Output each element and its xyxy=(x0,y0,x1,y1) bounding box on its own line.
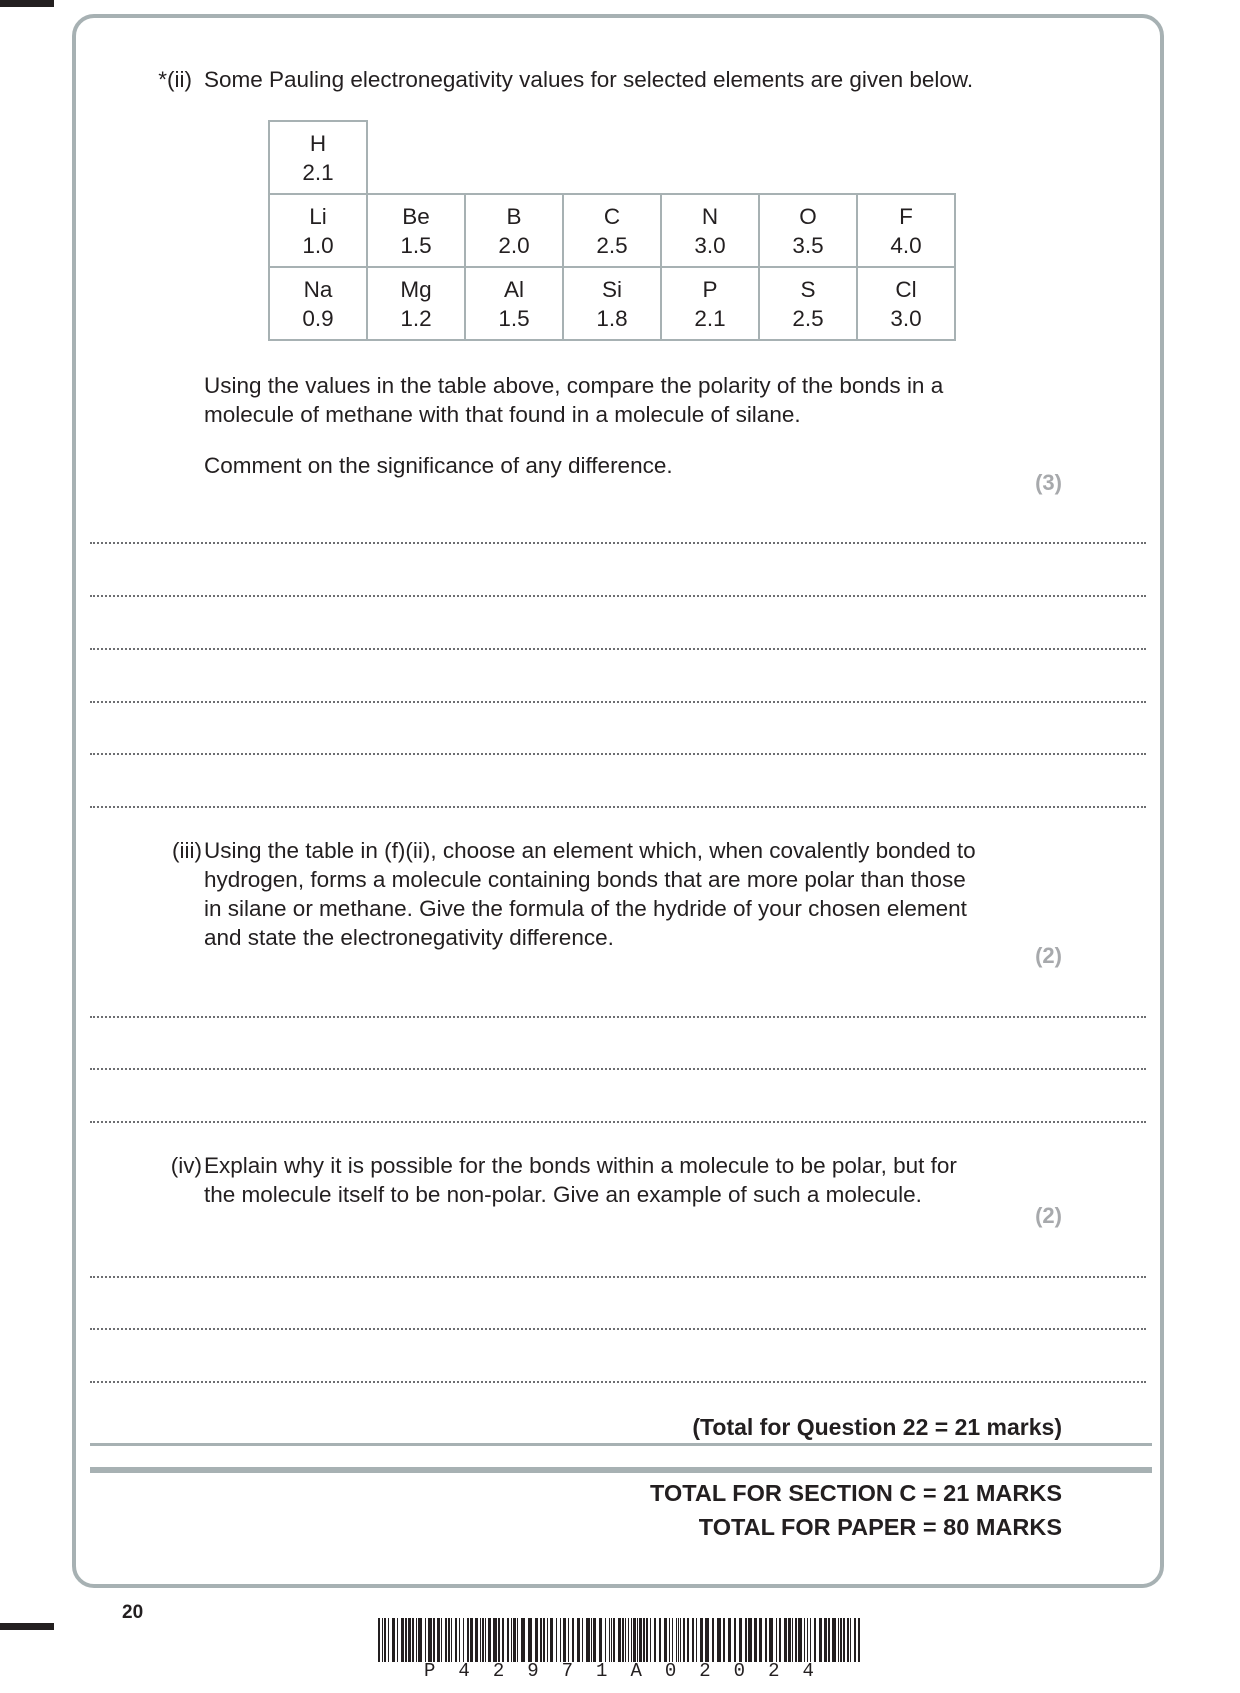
barcode-bar xyxy=(669,1618,670,1662)
element-symbol: Mg xyxy=(400,276,432,302)
answer-line[interactable] xyxy=(90,542,1146,544)
barcode-bar xyxy=(832,1618,836,1662)
barcode-bar xyxy=(397,1618,398,1662)
barcode-bar xyxy=(388,1618,389,1662)
barcode-bar xyxy=(605,1618,606,1662)
element-symbol: Al xyxy=(503,276,524,302)
table-cell xyxy=(759,194,857,267)
barcode-bar xyxy=(838,1618,839,1662)
barcode-bar xyxy=(646,1618,648,1662)
barcode-bar xyxy=(384,1618,386,1662)
question-label-ii: *(ii) xyxy=(158,67,192,92)
barcode-bar xyxy=(854,1618,856,1662)
empty-cell xyxy=(661,121,759,194)
element-symbol: C xyxy=(603,203,621,229)
barcode-bar xyxy=(535,1618,538,1662)
barcode-bar xyxy=(680,1618,681,1662)
electronegativity-value: 0.9 xyxy=(302,305,334,331)
barcode-bar xyxy=(568,1618,569,1662)
barcode-bar xyxy=(824,1618,827,1662)
barcode-bar xyxy=(705,1618,709,1662)
answer-line[interactable] xyxy=(90,1276,1146,1278)
barcode-bar xyxy=(392,1618,395,1662)
barcode-bar xyxy=(696,1618,697,1662)
registration-mark-top xyxy=(0,0,54,7)
barcode-bar xyxy=(517,1618,518,1662)
barcode-bar xyxy=(455,1618,457,1662)
element-symbol: Na xyxy=(303,276,333,302)
barcode-char: P xyxy=(424,1660,436,1682)
divider xyxy=(90,1443,1152,1446)
barcode-char: 1 xyxy=(596,1660,608,1682)
table-cell xyxy=(857,194,955,267)
barcode-bar xyxy=(633,1618,636,1662)
barcode-bar xyxy=(493,1618,497,1662)
barcode-bar xyxy=(631,1618,632,1662)
barcode-bar xyxy=(687,1618,689,1662)
barcode-bar xyxy=(769,1618,773,1662)
element-symbol: B xyxy=(506,203,522,229)
element-symbol: N xyxy=(701,203,719,229)
empty-cell xyxy=(563,121,661,194)
barcode-bar xyxy=(804,1618,805,1662)
electronegativity-value: 3.0 xyxy=(890,305,922,331)
element-symbol: Cl xyxy=(895,276,917,302)
element-symbol: S xyxy=(800,276,816,302)
barcode-bar xyxy=(650,1618,651,1662)
electronegativity-value: 1.8 xyxy=(596,305,628,331)
barcode-bar xyxy=(659,1618,661,1662)
barcode-bar xyxy=(618,1618,621,1662)
element-symbol: F xyxy=(899,203,913,229)
barcode-bar xyxy=(795,1618,797,1662)
barcode-bar xyxy=(810,1618,811,1662)
question-ii-prompt-line: Comment on the significance of any difference. xyxy=(204,453,673,478)
table-cell xyxy=(269,194,367,267)
barcode-bar xyxy=(586,1618,590,1662)
barcode-bar xyxy=(591,1618,592,1662)
electronegativity-value: 2.1 xyxy=(302,159,334,185)
barcode-bar xyxy=(700,1618,703,1662)
barcode-bar xyxy=(678,1618,679,1662)
barcode-bar xyxy=(451,1618,452,1662)
barcode-bar xyxy=(754,1618,757,1662)
barcode-char: 2 xyxy=(699,1660,711,1682)
table-cell xyxy=(269,121,367,194)
barcode-bar xyxy=(563,1618,566,1662)
barcode-bar xyxy=(613,1618,615,1662)
question-total: (Total for Question 22 = 21 marks) xyxy=(692,1414,1062,1440)
empty-cell xyxy=(759,121,857,194)
barcode-bar xyxy=(556,1618,557,1662)
barcode-bar xyxy=(843,1618,845,1662)
answer-line[interactable] xyxy=(90,701,1146,703)
barcode-bar xyxy=(788,1618,791,1662)
empty-cell xyxy=(367,121,465,194)
barcode-bar xyxy=(798,1618,802,1662)
barcode-text xyxy=(378,1660,860,1682)
barcode-bar xyxy=(582,1618,583,1662)
barcode-bar xyxy=(748,1618,752,1662)
barcode-char: 0 xyxy=(664,1660,677,1682)
registration-mark-bottom xyxy=(0,1623,54,1630)
question-ii-prompt-line: molecule of methane with that found in a molecule of silane. xyxy=(204,402,801,427)
electronegativity-value: 1.2 xyxy=(400,305,432,331)
barcode-bar xyxy=(511,1618,512,1662)
barcode-bar xyxy=(792,1618,793,1662)
barcode-bar xyxy=(513,1618,516,1662)
barcode-bar xyxy=(528,1618,532,1662)
barcode-bar xyxy=(625,1618,626,1662)
question-iii-line: and state the electronegativity difference. xyxy=(204,925,614,950)
barcode-bar xyxy=(382,1618,383,1662)
empty-cell xyxy=(465,121,563,194)
table-cell xyxy=(563,267,661,340)
table-cell xyxy=(563,194,661,267)
barcode-bar xyxy=(717,1618,721,1662)
barcode-bar xyxy=(664,1618,667,1662)
paper-total: TOTAL FOR PAPER = 80 MARKS xyxy=(698,1514,1062,1540)
question-iv-line: Explain why it is possible for the bonds within a molecule to be polar, but for xyxy=(204,1153,957,1178)
barcode-bar xyxy=(672,1618,673,1662)
barcode-bar xyxy=(401,1618,404,1662)
barcode-bar xyxy=(428,1618,432,1662)
electronegativity-value: 2.5 xyxy=(596,232,628,258)
divider-thick xyxy=(90,1467,1152,1473)
answer-line[interactable] xyxy=(90,1381,1146,1383)
marks-indicator: (2) xyxy=(1035,1203,1062,1228)
barcode-bar xyxy=(408,1618,411,1662)
barcode-bar xyxy=(433,1618,435,1662)
barcode-bar xyxy=(437,1618,440,1662)
barcode-char: 7 xyxy=(561,1660,574,1682)
barcode-bar xyxy=(723,1618,725,1662)
barcode-bar xyxy=(858,1618,860,1662)
answer-line[interactable] xyxy=(90,1016,1146,1018)
barcode-bar xyxy=(847,1618,849,1662)
barcode-bar xyxy=(412,1618,414,1662)
table-cell xyxy=(367,194,465,267)
barcode-bar xyxy=(712,1618,714,1662)
barcode-char: A xyxy=(630,1660,642,1682)
barcode-char: 4 xyxy=(802,1660,814,1682)
barcode-bar xyxy=(840,1618,842,1662)
barcode-bar xyxy=(728,1618,731,1662)
barcode-char: 2 xyxy=(768,1660,780,1682)
barcode-bar xyxy=(470,1618,473,1662)
barcode-bar xyxy=(734,1618,736,1662)
barcode-bar xyxy=(543,1618,545,1662)
question-label-iv: (iv) xyxy=(170,1153,202,1178)
barcode-bar xyxy=(445,1618,447,1662)
question-label-iii: (iii) xyxy=(172,838,202,863)
barcode-bar xyxy=(593,1618,596,1662)
electronegativity-value: 1.5 xyxy=(498,305,530,331)
barcode-bar xyxy=(819,1618,822,1662)
table-row xyxy=(269,121,955,194)
barcode-bar xyxy=(622,1618,624,1662)
barcode-bar xyxy=(475,1618,478,1662)
barcode-bar xyxy=(459,1618,460,1662)
barcode-bar xyxy=(482,1618,484,1662)
barcode-bar xyxy=(676,1618,677,1662)
marks-indicator: (3) xyxy=(1035,470,1062,495)
table-cell xyxy=(857,267,955,340)
element-symbol: Be xyxy=(402,203,430,229)
barcode-bar xyxy=(683,1618,685,1662)
question-iii-line: in silane or methane. Give the formula of the hydride of your chosen element xyxy=(204,896,967,921)
element-symbol: P xyxy=(702,276,718,302)
electronegativity-value: 3.0 xyxy=(694,232,726,258)
barcode xyxy=(378,1618,860,1662)
electronegativity-value: 1.0 xyxy=(302,232,334,258)
table-cell xyxy=(367,267,465,340)
barcode-bar xyxy=(480,1618,481,1662)
barcode-bar xyxy=(609,1618,610,1662)
answer-line[interactable] xyxy=(90,1328,1146,1330)
barcode-bar xyxy=(765,1618,767,1662)
barcode-bar xyxy=(850,1618,851,1662)
barcode-bar xyxy=(418,1618,422,1662)
barcode-bar xyxy=(521,1618,525,1662)
barcode-bar xyxy=(572,1618,574,1662)
element-symbol: H xyxy=(309,130,327,156)
table-cell xyxy=(269,267,367,340)
section-total: TOTAL FOR SECTION C = 21 MARKS xyxy=(650,1480,1062,1506)
electronegativity-value: 4.0 xyxy=(890,232,922,258)
electronegativity-value: 2.0 xyxy=(498,232,530,258)
barcode-bar xyxy=(560,1618,561,1662)
barcode-bar xyxy=(577,1618,580,1662)
electronegativity-value: 2.1 xyxy=(694,305,726,331)
answer-line[interactable] xyxy=(90,1121,1146,1123)
barcode-bar xyxy=(502,1618,504,1662)
answer-line[interactable] xyxy=(90,1068,1146,1070)
table-cell xyxy=(661,194,759,267)
barcode-bar xyxy=(759,1618,762,1662)
table-row xyxy=(269,267,955,340)
barcode-bar xyxy=(776,1618,777,1662)
question-ii-intro: Some Pauling electronegativity values for selected elements are given below. xyxy=(204,67,974,92)
barcode-bar xyxy=(488,1618,491,1662)
barcode-bar xyxy=(463,1618,464,1662)
barcode-bar xyxy=(599,1618,602,1662)
answer-line[interactable] xyxy=(90,806,1146,808)
barcode-bar xyxy=(441,1618,442,1662)
electronegativity-table xyxy=(268,120,956,341)
electronegativity-value: 1.5 xyxy=(400,232,432,258)
answer-line[interactable] xyxy=(90,648,1146,650)
barcode-char: 2 xyxy=(492,1660,505,1682)
barcode-bar xyxy=(550,1618,553,1662)
barcode-bar xyxy=(448,1618,450,1662)
barcode-bar xyxy=(692,1618,694,1662)
barcode-bar xyxy=(807,1618,808,1662)
barcode-bar xyxy=(654,1618,656,1662)
answer-line[interactable] xyxy=(90,753,1146,755)
table-cell xyxy=(759,267,857,340)
barcode-bar xyxy=(540,1618,542,1662)
barcode-bar xyxy=(611,1618,612,1662)
question-iv-line: the molecule itself to be non-polar. Give an example of such a molecule. xyxy=(204,1182,922,1207)
table-cell xyxy=(465,267,563,340)
barcode-bar xyxy=(416,1618,417,1662)
barcode-bar xyxy=(828,1618,830,1662)
barcode-bar xyxy=(639,1618,642,1662)
barcode-bar xyxy=(507,1618,509,1662)
page-number: 20 xyxy=(122,1602,144,1623)
answer-line[interactable] xyxy=(90,595,1146,597)
question-iii-line: Using the table in (f)(ii), choose an element which, when covalently bonded to xyxy=(204,838,976,863)
element-symbol: O xyxy=(799,203,817,229)
empty-cell xyxy=(857,121,955,194)
barcode-bar xyxy=(498,1618,500,1662)
question-ii-prompt-line: Using the values in the table above, compare the polarity of the bonds in a xyxy=(204,373,944,398)
barcode-char: 9 xyxy=(527,1660,539,1682)
barcode-bar xyxy=(739,1618,742,1662)
barcode-bar xyxy=(745,1618,747,1662)
question-iii-line: hydrogen, forms a molecule containing bonds that are more polar than those xyxy=(204,867,966,892)
barcode-bar xyxy=(637,1618,638,1662)
barcode-char: 0 xyxy=(733,1660,746,1682)
barcode-bar xyxy=(547,1618,548,1662)
barcode-bar xyxy=(643,1618,645,1662)
table-cell xyxy=(465,194,563,267)
barcode-bar xyxy=(485,1618,486,1662)
table-cell xyxy=(661,267,759,340)
barcode-bar xyxy=(378,1618,380,1662)
barcode-char: 4 xyxy=(458,1660,470,1682)
barcode-bar xyxy=(784,1618,787,1662)
table-row xyxy=(269,194,955,267)
element-symbol: Li xyxy=(309,203,327,229)
electronegativity-value: 2.5 xyxy=(792,305,824,331)
marks-indicator: (2) xyxy=(1035,943,1062,968)
barcode-bar xyxy=(779,1618,781,1662)
barcode-bar xyxy=(814,1618,816,1662)
barcode-bar xyxy=(467,1618,469,1662)
barcode-bar xyxy=(628,1618,629,1662)
barcode-bar xyxy=(425,1618,426,1662)
barcode-bar xyxy=(405,1618,407,1662)
electronegativity-value: 3.5 xyxy=(792,232,824,258)
element-symbol: Si xyxy=(601,276,622,302)
